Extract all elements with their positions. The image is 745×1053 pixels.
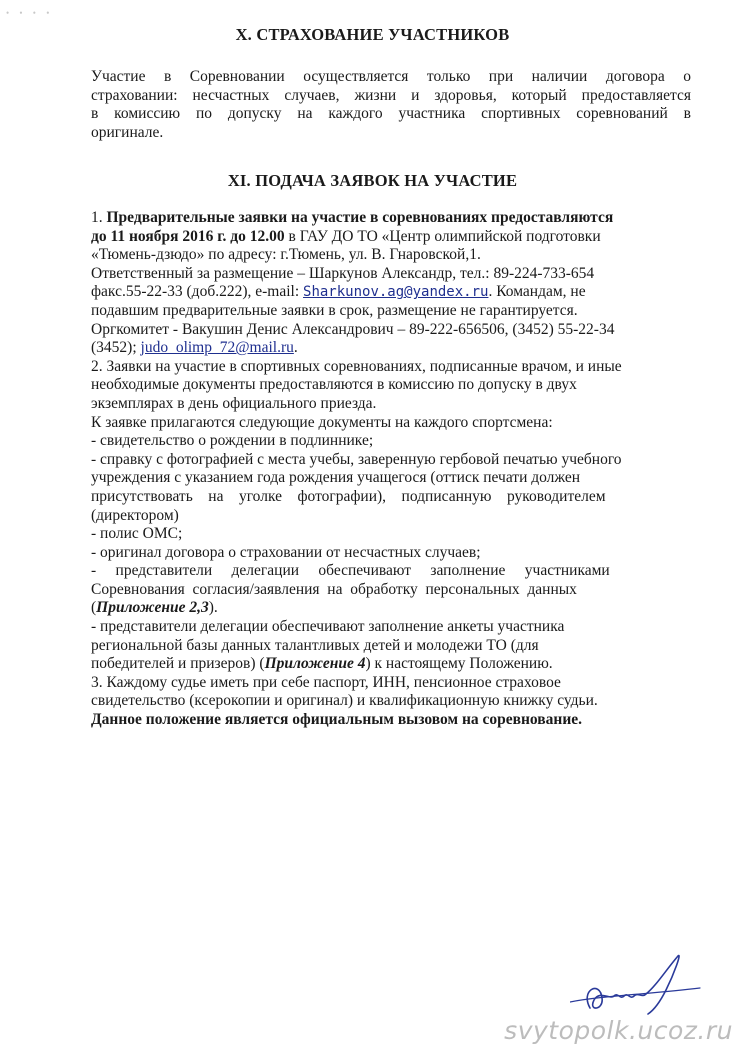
final-statement: Данное положение является официальным вызовом на соревнование. bbox=[91, 711, 583, 729]
word: каждого bbox=[328, 105, 383, 123]
responsible-line-2-end: . Командам, не bbox=[488, 283, 586, 301]
appendix-2-3-ref: Приложение 2,3 bbox=[96, 599, 209, 617]
section-10-title: X. СТРАХОВАНИЕ УЧАСТНИКОВ bbox=[235, 25, 510, 44]
text-line: 2. Заявки на участие в спортивных соревнованиях, подписанные врачом, и иные bbox=[91, 357, 622, 375]
list-item: - оригинал договора о страховании от несчастных случаев; bbox=[91, 543, 481, 561]
appendix-4-line bbox=[91, 655, 691, 674]
text-line bbox=[91, 87, 691, 106]
word: о bbox=[683, 68, 691, 85]
signature-image bbox=[570, 950, 710, 1020]
text-line: оригинале. bbox=[91, 123, 164, 141]
word: участника bbox=[398, 105, 466, 123]
p1-number: 1. bbox=[91, 209, 103, 226]
section-11-title: XI. ПОДАЧА ЗАЯВОК НА УЧАСТИЕ bbox=[227, 171, 518, 190]
fax-text: факс.55-22-33 (доб.222), e-mail: bbox=[91, 283, 304, 301]
email-link-judo[interactable]: judo_olimp_72@mail.ru bbox=[140, 339, 294, 357]
text-line: необходимые документы предоставляются в комиссию по допуску в двух bbox=[91, 376, 577, 394]
word: осуществляется bbox=[303, 68, 409, 85]
p1-line-3: «Тюмень-дзюдо» по адресу: г.Тюмень, ул. В. Гнаровской,1. bbox=[91, 246, 481, 264]
p1-line-1 bbox=[91, 209, 691, 228]
word: страховании: bbox=[91, 86, 178, 104]
list-item: - полис ОМС; bbox=[91, 525, 183, 543]
text-line: свидетельство (ксерокопии и оригинал) и квалификационную книжку судьи. bbox=[91, 692, 598, 710]
p1-deadline-bold: Предварительные заявки на участие в соревнованиях предоставляются bbox=[106, 209, 614, 226]
responsible-line-1: Ответственный за размещение – Шаркунов Александр, тел.: 89-224-733-654 bbox=[91, 264, 595, 282]
org-line-2 bbox=[91, 339, 691, 358]
word: случаев, bbox=[284, 86, 340, 104]
text-line: региональной базы данных талантливых детей и молодежи ТО (для bbox=[91, 636, 539, 654]
responsible-line-3: подавшим предварительные заявки в срок, размещение не гарантируется. bbox=[91, 301, 578, 319]
p1-line-2 bbox=[91, 228, 691, 247]
word: предоставляется bbox=[581, 86, 691, 104]
word: по bbox=[195, 105, 212, 123]
site-watermark: svytopolk.ucoz.ru bbox=[504, 1016, 733, 1045]
appendix-4-post: ) к настоящему Положению. bbox=[365, 655, 553, 673]
p1-deadline-date: до 11 ноября 2016 г. до 12.00 bbox=[91, 227, 285, 245]
scan-corner-marks: • • • • bbox=[6, 8, 54, 18]
word: Соревновании bbox=[189, 68, 285, 85]
word: только bbox=[426, 68, 471, 85]
list-item: - свидетельство о рождении в подлиннике; bbox=[91, 432, 374, 450]
appendix-2-3-line bbox=[91, 599, 691, 618]
word: несчастных bbox=[192, 86, 270, 104]
word: при bbox=[488, 68, 514, 85]
word: который bbox=[511, 86, 567, 104]
word: соревнований bbox=[576, 105, 668, 123]
word: на bbox=[297, 105, 313, 123]
text-line: (директором) bbox=[91, 506, 179, 524]
text-line: К заявке прилагаются следующие документы на каждого спортсмена: bbox=[91, 413, 553, 431]
word: спортивных bbox=[481, 105, 561, 123]
text-line: присутствовать на уголке фотографии), подписанную руководителем bbox=[91, 487, 606, 505]
word: Участие bbox=[91, 68, 146, 85]
list-item: - справку с фотографией с места учебы, заверенную гербовой печатью учебного bbox=[91, 450, 622, 468]
appendix-4-pre: победителей и призеров) ( bbox=[91, 655, 265, 673]
text-line bbox=[91, 105, 691, 124]
word: в bbox=[91, 105, 99, 123]
text-line: учреждения с указанием года рождения учащегося (оттиск печати должен bbox=[91, 469, 581, 487]
text-line: Соревнования согласия/заявления на обработку персональных данных bbox=[91, 580, 577, 598]
org-line-2-end: . bbox=[293, 339, 298, 357]
p1-line-2-rest: в ГАУ ДО ТО «Центр олимпийской подготовки bbox=[284, 227, 601, 245]
text-line: экземплярах в день официального приезда. bbox=[91, 394, 377, 412]
email-link-sharkunov[interactable]: Sharkunov.ag@yandex.ru bbox=[303, 284, 489, 301]
word: жизни bbox=[354, 86, 397, 104]
paren-open: ( bbox=[91, 599, 97, 617]
word: в bbox=[683, 105, 691, 123]
text-line bbox=[91, 68, 691, 87]
section-11-body bbox=[91, 209, 691, 730]
paren-close: ). bbox=[208, 599, 218, 617]
word: договора bbox=[605, 68, 665, 85]
word: и bbox=[411, 86, 420, 104]
word: наличии bbox=[531, 68, 588, 85]
list-item: - представители делегации обеспечивают заполнение участниками bbox=[91, 562, 610, 580]
org-phone: (3452); bbox=[91, 339, 141, 357]
word: в bbox=[163, 68, 172, 85]
org-line-1: Оргкомитет - Вакушин Денис Александрович – 89-222-656506, (3452) 55-22-34 bbox=[91, 320, 615, 338]
text-line: 3. Каждому судье иметь при себе паспорт, ИНН, пенсионное страховое bbox=[91, 673, 561, 691]
word: здоровья, bbox=[434, 86, 497, 104]
section-10-body bbox=[91, 68, 691, 142]
word: комиссию bbox=[114, 105, 181, 123]
list-item: - представители делегации обеспечивают заполнение анкеты участника bbox=[91, 618, 565, 636]
responsible-line-2 bbox=[91, 283, 691, 302]
appendix-4-ref: Приложение 4 bbox=[264, 655, 366, 673]
word: допуску bbox=[227, 105, 282, 123]
